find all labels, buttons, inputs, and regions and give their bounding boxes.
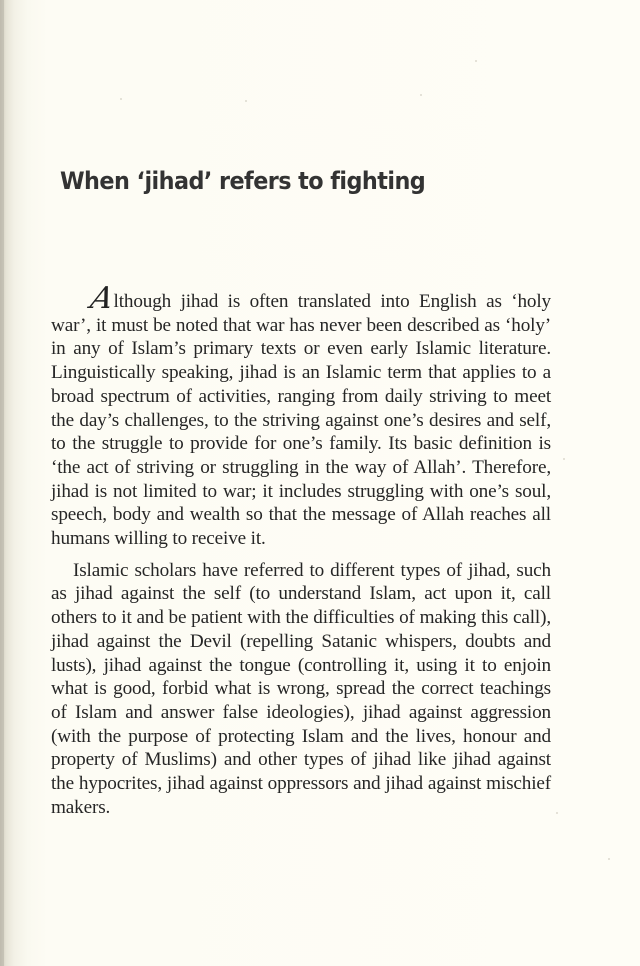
paragraph-1	[51, 281, 551, 551]
scan-speck	[245, 100, 247, 102]
body-text	[51, 281, 551, 819]
drop-cap-letter: A	[87, 281, 117, 316]
scan-speck	[563, 458, 565, 460]
paragraph-2	[51, 559, 551, 820]
page-gutter-shadow	[0, 0, 4, 966]
scan-speck	[475, 60, 477, 62]
page-title: When ‘jihad’ refers to fighting	[60, 167, 426, 195]
scan-speck	[120, 98, 122, 100]
paragraph-2-text: Islamic scholars have referred to different types of jihad, such as jihad against the self (to understand Islam, act upon it, call others to it and be patient with the difficulties of making this call), jihad against the Devil (repelling Satanic whispers, doubts and lusts), jihad against the tongue (controlling it, using it to enjoin what is good, forbid what is wrong, spread the correct teachings of Islam and answer false ideologies), jihad against aggression (with the purpose of protecting Islam and the lives, honour and property of Muslims) and other types of jihad like jihad against the hypocrites, jihad against oppressors and jihad against mischief makers.	[51, 559, 551, 818]
scan-speck	[556, 812, 558, 814]
scan-speck	[420, 94, 422, 96]
paragraph-1-text: lthough jihad is often translated into English as ‘holy war’, it must be noted that war has never been described as ‘holy’ in any of Islam’s primary texts or even early Islamic literature. Linguistically speaking, jihad is an Islamic term that applies to a broad spectrum of activities, ranging from daily striving to meet the day’s challenges, to the striving against one’s desires and self, to the struggle to provide for one’s family. Its basic definition is ‘the act of striving or struggling in the way of Allah’. Therefore, jihad is not limited to war; it includes struggling with one’s soul, speech, body and wealth so that the message of Allah reaches all humans willing to receive it.	[51, 291, 551, 550]
scan-speck	[608, 858, 610, 860]
